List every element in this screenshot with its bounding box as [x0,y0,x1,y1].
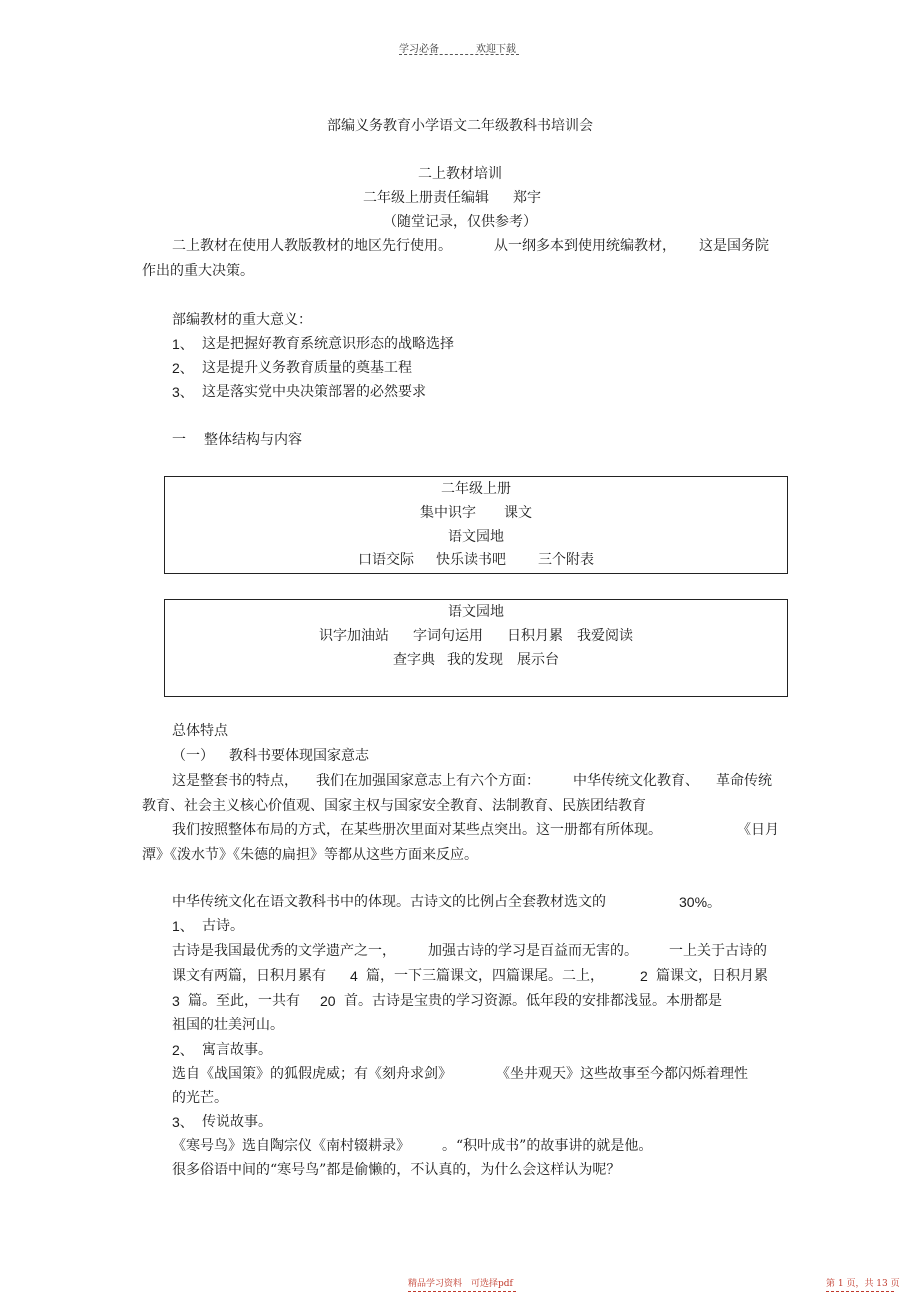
structure-box-row3: 语文园地 [448,529,504,545]
significance-num-3: 3、 [172,384,194,400]
features-p1c: 中华传统文化教育、 [573,773,699,789]
footer-page-number: 第 1 页，共 13 页 [826,1279,900,1289]
features-p1b: 我们在加强国家意志上有六个方面： [316,773,540,789]
garden-box-row2 [165,626,787,646]
intro-line2: 作出的重大决策。 [142,263,254,279]
box2-item: 日积月累 [507,628,563,644]
footer-center-divider [408,1291,516,1292]
box2-item: 展示台 [517,652,559,668]
poem-line2a: 课文有两篇，日积月累有 [172,968,326,984]
features-subnum: （一） [172,748,214,764]
significance-item-2: 这是提升义务教育质量的奠基工程 [202,360,412,376]
fable-number: 2、 [172,1042,194,1058]
box1-item: 口语交际 [358,552,414,568]
box2-item: 识字加油站 [319,628,389,644]
poem-line2e: 篇课文，日积月累 [656,968,768,984]
features-p1-line2: 教育、社会主义核心价值观、国家主权与国家安全教育、法制教育、民族团结教育 [142,798,646,814]
culture-percent: 30%。 [679,894,722,910]
box1-item: 集中识字 [420,505,476,521]
structure-box [164,476,788,574]
box1-item: 快乐读书吧 [436,552,506,568]
poem-line2d: 2 [640,968,648,984]
intro-line1c: 这是国务院 [699,238,769,254]
significance-item-1: 这是把握好教育系统意识形态的战略选择 [202,336,454,352]
legend-number: 3、 [172,1114,194,1130]
box2-item: 我爱阅读 [577,628,633,644]
poem-line1c: 一上关于古诗的 [669,943,767,959]
fable-line1a: 选自《战国策》的狐假虎威；有《刻舟求剑》 [172,1066,452,1082]
garden-box-title: 语文园地 [448,604,504,620]
culture-line: 中华传统文化在语文教科书中的体现。古诗文的比例占全套教材选文的 [172,894,606,910]
significance-num-1: 1、 [172,336,194,352]
garden-box-row3 [165,650,787,670]
header-divider [399,54,519,55]
section1-number: 一 [172,432,186,448]
fable-line2: 的光芒。 [172,1090,228,1106]
poem-line3b: 篇。至此，一共有 [188,993,300,1009]
poem-line3a: 3 [172,993,180,1009]
structure-box-row2 [165,503,787,523]
intro-line1a: 二上教材在使用人教版教材的地区先行使用。 [172,238,452,254]
editor-role: 二年级上册责任编辑 [363,190,489,206]
fable-line1b: 《坐井观天》这些故事至今都闪烁着理性 [496,1066,748,1082]
poem-line1b: 加强古诗的学习是百益而无害的。 [428,943,638,959]
box1-item: 三个附表 [538,552,594,568]
structure-box-row4 [165,550,787,570]
features-p2a: 我们按照整体布局的方式，在某些册次里面对某些点突出。这一册都有所体现。 [172,822,662,838]
footer-right-divider [826,1291,894,1292]
features-p2b: 《日月 [737,822,779,838]
poem-line3c: 20 [320,993,336,1009]
features-p2-line2: 潭》《泼水节》《朱德的扁担》等都从这些方面来反应。 [142,847,478,863]
note-text: （随堂记录，仅供参考） [383,214,537,230]
features-p1d: 革命传统 [716,773,772,789]
legend-title: 传说故事。 [202,1114,272,1130]
header-right-text: 欢迎下载 [476,44,516,55]
document-title: 部编义务教育小学语文二年级教科书培训会 [327,118,593,134]
header-left-text: 学习必备 [399,44,439,55]
poem-line1a: 古诗是我国最优秀的文学遗产之一， [172,943,396,959]
intro-line1b: 从一纲多本到使用统编教材， [494,238,676,254]
structure-box-title: 二年级上册 [441,481,511,497]
legend-line1b: 。“积叶成书”的故事讲的就是他。 [442,1138,653,1154]
significance-num-2: 2、 [172,360,194,376]
box1-item: 课文 [504,505,532,521]
section1-title: 整体结构与内容 [204,432,302,448]
poem-line2c: 篇，一下三篇课文，四篇课尾。二上， [366,968,604,984]
legend-line2: 很多俗语中间的“寒号鸟”都是偷懒的，不认真的，为什么会这样认为呢？ [172,1162,621,1178]
features-subtitle: 教科书要体现国家意志 [229,748,369,764]
footer-center-text: 精品学习资料 可选择pdf [408,1279,513,1289]
document-subtitle: 二上教材培训 [418,166,502,182]
poem-line2b: 4 [350,968,358,984]
box2-item: 我的发现 [447,652,503,668]
legend-line1a: 《寒号鸟》选自陶宗仪《南村辍耕录》 [172,1138,410,1154]
significance-item-3: 这是落实党中央决策部署的必然要求 [202,384,426,400]
editor-name: 郑宇 [513,190,541,206]
poem-title: 古诗。 [202,918,244,934]
box2-item: 字词句运用 [413,628,483,644]
fable-title: 寓言故事。 [202,1042,272,1058]
garden-box [164,599,788,697]
box2-item: 查字典 [393,652,435,668]
features-p1a: 这是整套书的特点， [172,773,298,789]
poem-line3d: 首。古诗是宝贵的学习资源。低年段的安排都浅显。本册都是 [344,993,722,1009]
poem-line4: 祖国的壮美河山。 [172,1017,284,1033]
features-heading: 总体特点 [172,723,228,739]
significance-heading: 部编教材的重大意义： [172,312,312,328]
poem-number: 1、 [172,918,194,934]
